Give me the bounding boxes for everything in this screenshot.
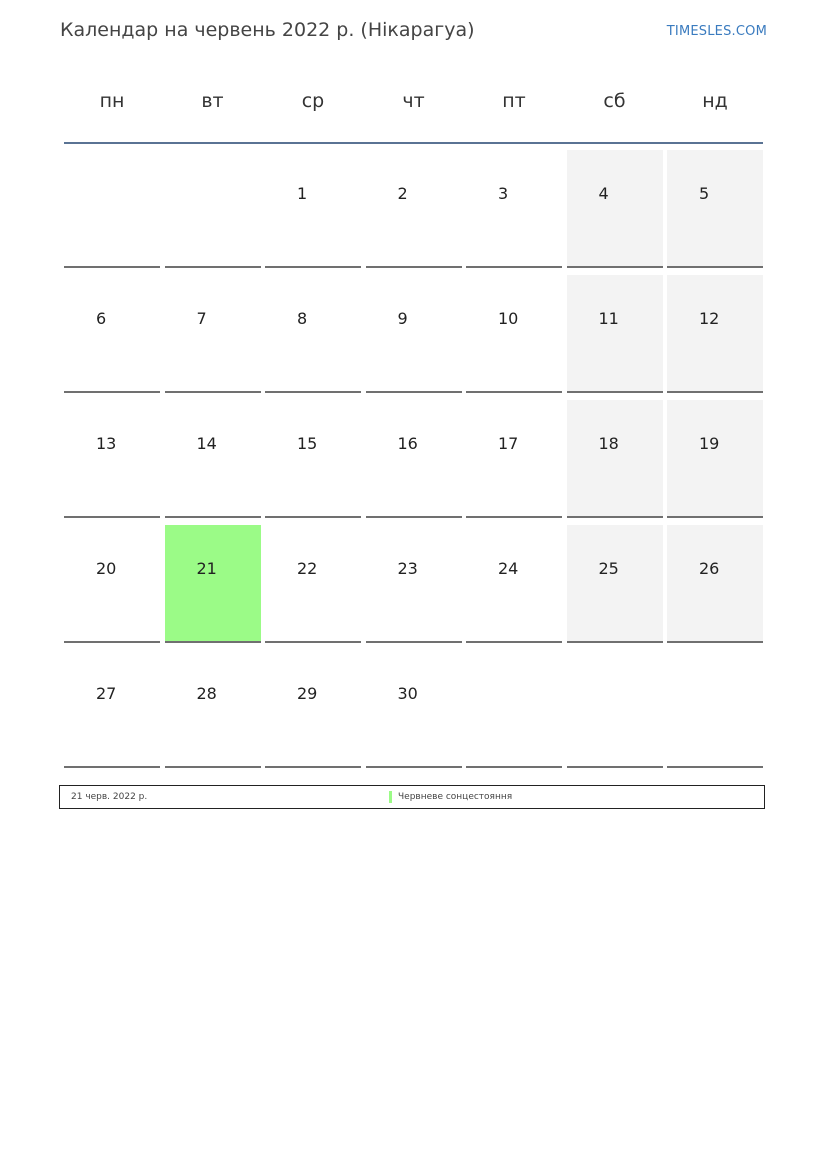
day-cell[interactable] bbox=[366, 525, 462, 643]
weekday-fri: пт bbox=[502, 90, 526, 112]
day-number: 26 bbox=[699, 559, 720, 578]
legend-swatch bbox=[389, 791, 392, 803]
day-number: 30 bbox=[397, 684, 418, 703]
day-cell[interactable] bbox=[366, 650, 462, 768]
day-number: 9 bbox=[397, 309, 408, 328]
day-number: 27 bbox=[96, 684, 117, 703]
empty-day-cell bbox=[567, 650, 663, 768]
weekday-sat: сб bbox=[603, 90, 626, 112]
day-number: 3 bbox=[498, 184, 509, 203]
day-cell[interactable] bbox=[165, 650, 261, 768]
day-cell[interactable] bbox=[667, 400, 763, 518]
day-cell[interactable] bbox=[165, 400, 261, 518]
day-number: 15 bbox=[297, 434, 318, 453]
legend-label: Червневе сонцестояння bbox=[398, 792, 513, 802]
day-number: 6 bbox=[96, 309, 107, 328]
day-cell[interactable] bbox=[667, 150, 763, 268]
day-number: 12 bbox=[699, 309, 720, 328]
weekday-mon: пн bbox=[99, 90, 125, 112]
weekday-wed: ср bbox=[301, 90, 325, 112]
weekday-tue: вт bbox=[201, 90, 224, 112]
day-number: 20 bbox=[96, 559, 117, 578]
empty-day-cell bbox=[64, 150, 160, 268]
day-cell[interactable] bbox=[567, 400, 663, 518]
day-cell[interactable] bbox=[366, 400, 462, 518]
day-cell[interactable] bbox=[165, 275, 261, 393]
day-number: 1 bbox=[297, 184, 308, 203]
day-cell[interactable] bbox=[567, 150, 663, 268]
day-number: 14 bbox=[196, 434, 217, 453]
legend-date: 21 черв. 2022 р. bbox=[71, 792, 148, 802]
day-cell[interactable] bbox=[64, 650, 160, 768]
day-number: 24 bbox=[498, 559, 519, 578]
day-number: 22 bbox=[297, 559, 318, 578]
brand-link[interactable]: TIMESLES.COM bbox=[666, 24, 767, 39]
day-cell[interactable] bbox=[265, 150, 361, 268]
day-number: 4 bbox=[598, 184, 609, 203]
day-cell[interactable] bbox=[366, 275, 462, 393]
day-number: 11 bbox=[598, 309, 619, 328]
day-number: 21 bbox=[196, 559, 217, 578]
day-number: 28 bbox=[196, 684, 217, 703]
day-cell[interactable] bbox=[667, 275, 763, 393]
day-cell[interactable] bbox=[265, 525, 361, 643]
weekday-header-row bbox=[64, 90, 763, 118]
day-number: 18 bbox=[598, 434, 619, 453]
day-cell[interactable] bbox=[567, 275, 663, 393]
day-number: 25 bbox=[598, 559, 619, 578]
weekday-thu: чт bbox=[402, 90, 425, 112]
day-number: 16 bbox=[397, 434, 418, 453]
day-cell[interactable] bbox=[466, 525, 562, 643]
empty-day-cell bbox=[165, 150, 261, 268]
day-number: 23 bbox=[397, 559, 418, 578]
day-number: 13 bbox=[96, 434, 117, 453]
legend-box bbox=[59, 785, 765, 809]
day-number: 19 bbox=[699, 434, 720, 453]
day-number: 7 bbox=[196, 309, 207, 328]
day-cell[interactable] bbox=[265, 650, 361, 768]
day-cell[interactable] bbox=[64, 275, 160, 393]
day-cell[interactable] bbox=[567, 525, 663, 643]
day-cell[interactable] bbox=[466, 275, 562, 393]
day-number: 17 bbox=[498, 434, 519, 453]
day-cell[interactable] bbox=[366, 150, 462, 268]
day-cell[interactable] bbox=[64, 400, 160, 518]
day-number: 5 bbox=[699, 184, 710, 203]
header-divider bbox=[64, 142, 763, 144]
day-cell[interactable] bbox=[265, 400, 361, 518]
day-cell[interactable] bbox=[466, 400, 562, 518]
day-cell[interactable] bbox=[667, 525, 763, 643]
day-number: 2 bbox=[397, 184, 408, 203]
day-cell[interactable] bbox=[64, 525, 160, 643]
day-cell[interactable] bbox=[265, 275, 361, 393]
page-title: Календар на червень 2022 р. (Нікарагуа) bbox=[60, 19, 475, 41]
day-number: 10 bbox=[498, 309, 519, 328]
day-number: 29 bbox=[297, 684, 318, 703]
empty-day-cell bbox=[466, 650, 562, 768]
day-cell[interactable] bbox=[466, 150, 562, 268]
holiday-day-cell[interactable] bbox=[165, 525, 261, 643]
weekday-sun: нд bbox=[702, 90, 728, 112]
empty-day-cell bbox=[667, 650, 763, 768]
day-number: 8 bbox=[297, 309, 308, 328]
